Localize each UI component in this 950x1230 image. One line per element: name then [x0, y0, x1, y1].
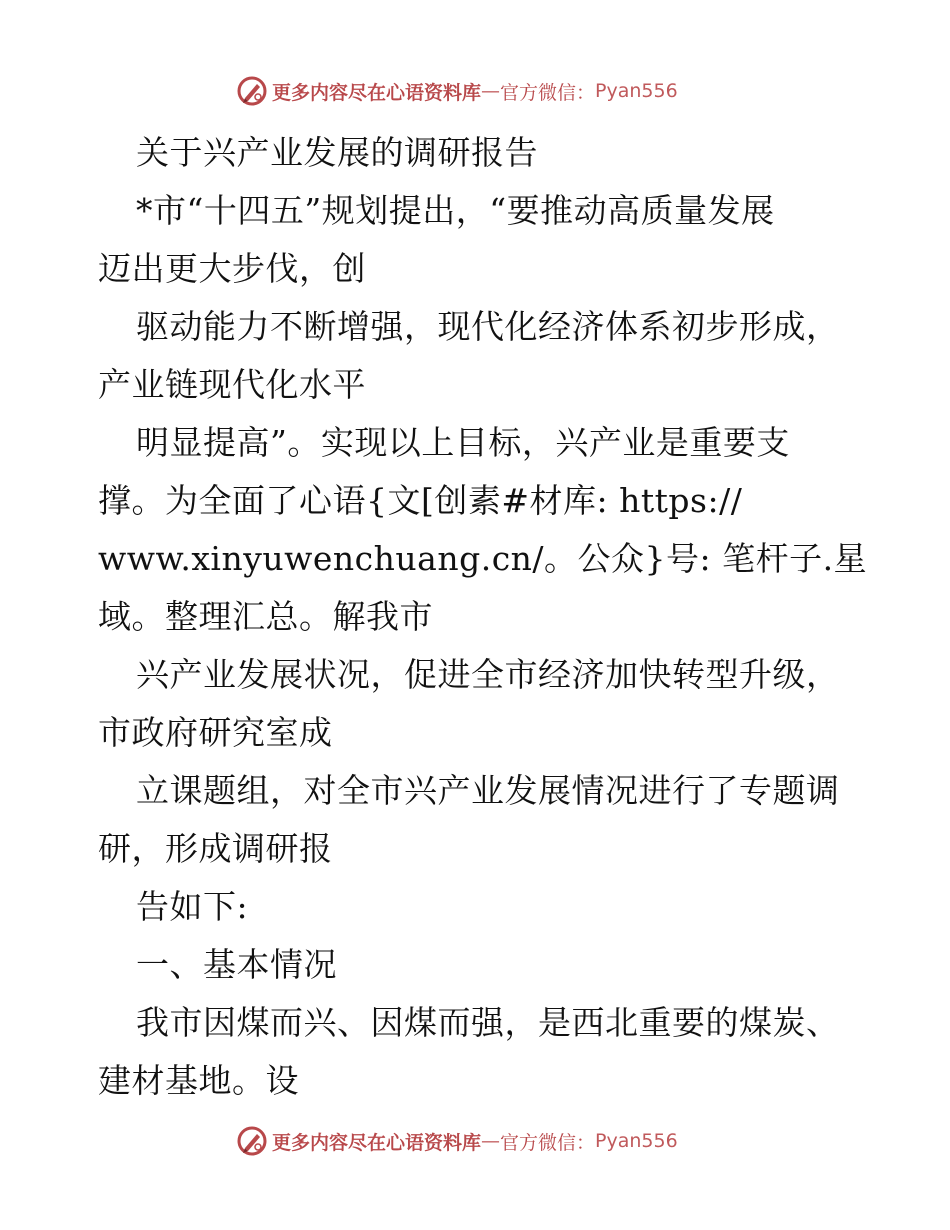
paragraph-line: 研，形成调研报	[98, 829, 333, 868]
paragraph-line: 兴产业发展状况，促进全市经济加快转型升级，	[136, 655, 840, 694]
paragraph-line: 撑。为全面了心语{文[创素#材库: https://	[98, 481, 743, 520]
document-body	[98, 124, 868, 1110]
footer-wechat-id: Pyan556	[595, 1130, 678, 1152]
paragraph-line: 我市因煤而兴、因煤而强，是西北重要的煤炭、	[136, 1003, 840, 1042]
paragraph-line: 产业链现代化水平	[98, 365, 366, 404]
pen-logo-icon	[236, 75, 268, 107]
header-banner	[236, 74, 678, 108]
paragraph-line: 市政府研究室成	[98, 713, 333, 752]
paragraph-line: 明显提高”。实现以上目标，兴产业是重要支	[136, 423, 790, 462]
paragraph-line: 迈出更大步伐，创	[98, 249, 366, 288]
document-title: 关于兴产业发展的调研报告	[136, 133, 538, 172]
footer-brand-text: 更多内容尽在心语资料库	[272, 1131, 482, 1154]
paragraph-line: *市“十四五”规划提出，“要推动高质量发展	[136, 191, 775, 230]
footer-wechat-label: 官方微信：	[500, 1131, 596, 1154]
section-heading: 一、基本情况	[136, 945, 337, 984]
paragraph-line: 驱动能力不断增强，现代化经济体系初步形成，	[136, 307, 840, 346]
header-dash: —	[481, 80, 501, 102]
header-wechat-label: 官方微信：	[500, 81, 596, 104]
paragraph-line: 告如下:	[136, 887, 249, 926]
header-brand-text: 更多内容尽在心语资料库	[272, 81, 482, 104]
paragraph-line: 立课题组，对全市兴产业发展情况进行了专题调	[136, 771, 840, 810]
footer-dash: —	[481, 1130, 501, 1152]
paragraph-line: 建材基地。设	[98, 1061, 299, 1100]
header-wechat-id: Pyan556	[595, 80, 678, 102]
paragraph-line: www.xinyuwenchuang.cn/。公众}号: 笔杆子.星	[98, 539, 868, 578]
paragraph-line: 域。整理汇总。解我市	[98, 597, 433, 636]
footer-banner	[236, 1124, 678, 1158]
pen-logo-icon	[236, 1125, 268, 1157]
